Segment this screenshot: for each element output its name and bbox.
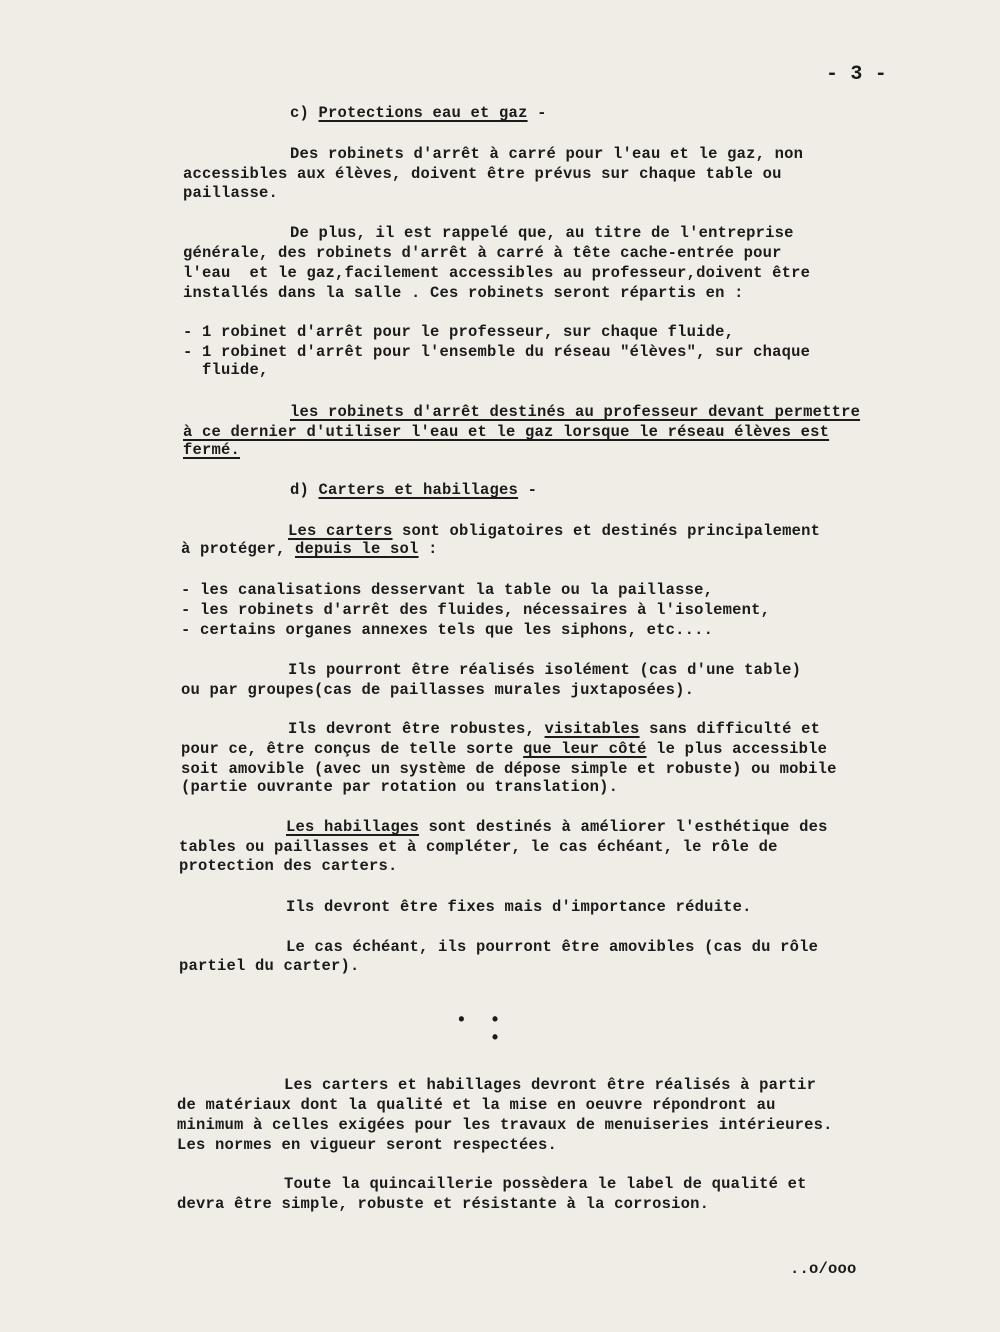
section-c-heading <box>290 104 547 122</box>
d-robust-line <box>181 740 827 758</box>
c-note-line: fermé. <box>183 441 241 459</box>
section-d-suffix: - <box>527 481 538 499</box>
carters-line <box>181 540 438 558</box>
page-number: - 3 - <box>826 63 888 86</box>
section-d-title: Carters et habillages <box>318 481 519 499</box>
habillages-label: Les habillages <box>286 818 420 836</box>
d-robust-line: (partie ouvrante par rotation ou translation). <box>181 778 619 796</box>
section-d-heading <box>290 481 537 499</box>
habillages-line: tables ou paillasses et à compléter, le cas échéant, le rôle de <box>179 838 778 856</box>
robust-1b: visitables <box>544 720 640 738</box>
final-para1-line: Les normes en vigueur seront respectées. <box>177 1136 558 1154</box>
d-list-item: - certains organes annexes tels que les siphons, etc.... <box>181 621 714 639</box>
c-para1-line: Des robinets d'arrêt à carré pour l'eau et le gaz, non <box>290 145 804 163</box>
carters-line2-c: : <box>418 540 438 558</box>
carters-text: sont obligatoires et destinés principalement <box>392 522 821 540</box>
habillages-line <box>286 818 828 836</box>
robust-1c: sans difficulté et <box>639 720 821 738</box>
d-list-item: - les robinets d'arrêt des fluides, nécessaires à l'isolement, <box>181 601 771 619</box>
robust-2c: le plus accessible <box>646 740 828 758</box>
fixes-line: Ils devront être fixes mais d'importance réduite. <box>286 898 752 916</box>
carters-label: Les carters <box>288 522 393 540</box>
c-para2-line: générale, des robinets d'arrêt à carré à tête cache-entrée pour <box>183 244 782 262</box>
carters-line2-b: depuis le sol <box>295 540 419 558</box>
final-para2-line: devra être simple, robuste et résistante à la corrosion. <box>177 1195 710 1213</box>
c-list-item: - 1 robinet d'arrêt pour l'ensemble du réseau "élèves", sur chaque <box>183 343 811 361</box>
section-d-prefix: d) <box>290 481 310 499</box>
final-para1-line: Les carters et habillages devront être réalisés à partir <box>284 1076 817 1094</box>
robust-2a: pour ce, être conçus de telle sorte <box>181 740 524 758</box>
c-list-item: fluide, <box>183 361 269 379</box>
c-para2-line: l'eau et le gaz,facilement accessibles au professeur,doivent être <box>183 264 811 282</box>
section-c-title: Protections eau et gaz <box>318 104 528 122</box>
c-para2-line: installés dans la salle . Ces robinets seront répartis en : <box>183 284 744 302</box>
amovibles-line: partiel du carter). <box>179 957 360 975</box>
amovibles-line: Le cas échéant, ils pourront être amovibles (cas du rôle <box>286 938 819 956</box>
robust-1a: Ils devront être robustes, <box>288 720 545 738</box>
c-para1-line: accessibles aux élèves, doivent être prévus sur chaque table ou <box>183 165 782 183</box>
habillages-line: protection des carters. <box>179 857 398 875</box>
d-robust-line <box>288 720 820 738</box>
continuation-mark: ..o/ooo <box>790 1260 857 1278</box>
c-note-line: à ce dernier d'utiliser l'eau et le gaz lorsque le réseau élèves est <box>183 423 830 441</box>
d-list-item: - les canalisations desservant la table ou la paillasse, <box>181 581 714 599</box>
c-para1-line: paillasse. <box>183 184 279 202</box>
robust-2b: que leur côté <box>523 740 647 758</box>
carters-line2-a: à protéger, <box>181 540 296 558</box>
c-note-line: les robinets d'arrêt destinés au professeur devant permettre <box>290 403 861 421</box>
carters-line <box>288 522 820 540</box>
section-c-suffix: - <box>537 104 547 122</box>
d-iso-line: Ils pourront être réalisés isolément (cas d'une table) <box>288 661 802 679</box>
d-robust-line: soit amovible (avec un système de dépose simple et robuste) ou mobile <box>181 760 837 778</box>
section-c-prefix: c) <box>290 104 310 122</box>
final-para2-line: Toute la quincaillerie possèdera le label de qualité et <box>284 1175 807 1193</box>
separator-dots: • • • <box>456 1011 507 1049</box>
c-list-item: - 1 robinet d'arrêt pour le professeur, sur chaque fluide, <box>183 323 735 341</box>
habillages-text: sont destinés à améliorer l'esthétique des <box>419 818 828 836</box>
c-para2-line: De plus, il est rappelé que, au titre de l'entreprise <box>290 224 794 242</box>
final-para1-line: de matériaux dont la qualité et la mise en oeuvre répondront au <box>177 1096 776 1114</box>
final-para1-line: minimum à celles exigées pour les travaux de menuiseries intérieures. <box>177 1116 833 1134</box>
d-iso-line: ou par groupes(cas de paillasses murales juxtaposées). <box>181 681 695 699</box>
